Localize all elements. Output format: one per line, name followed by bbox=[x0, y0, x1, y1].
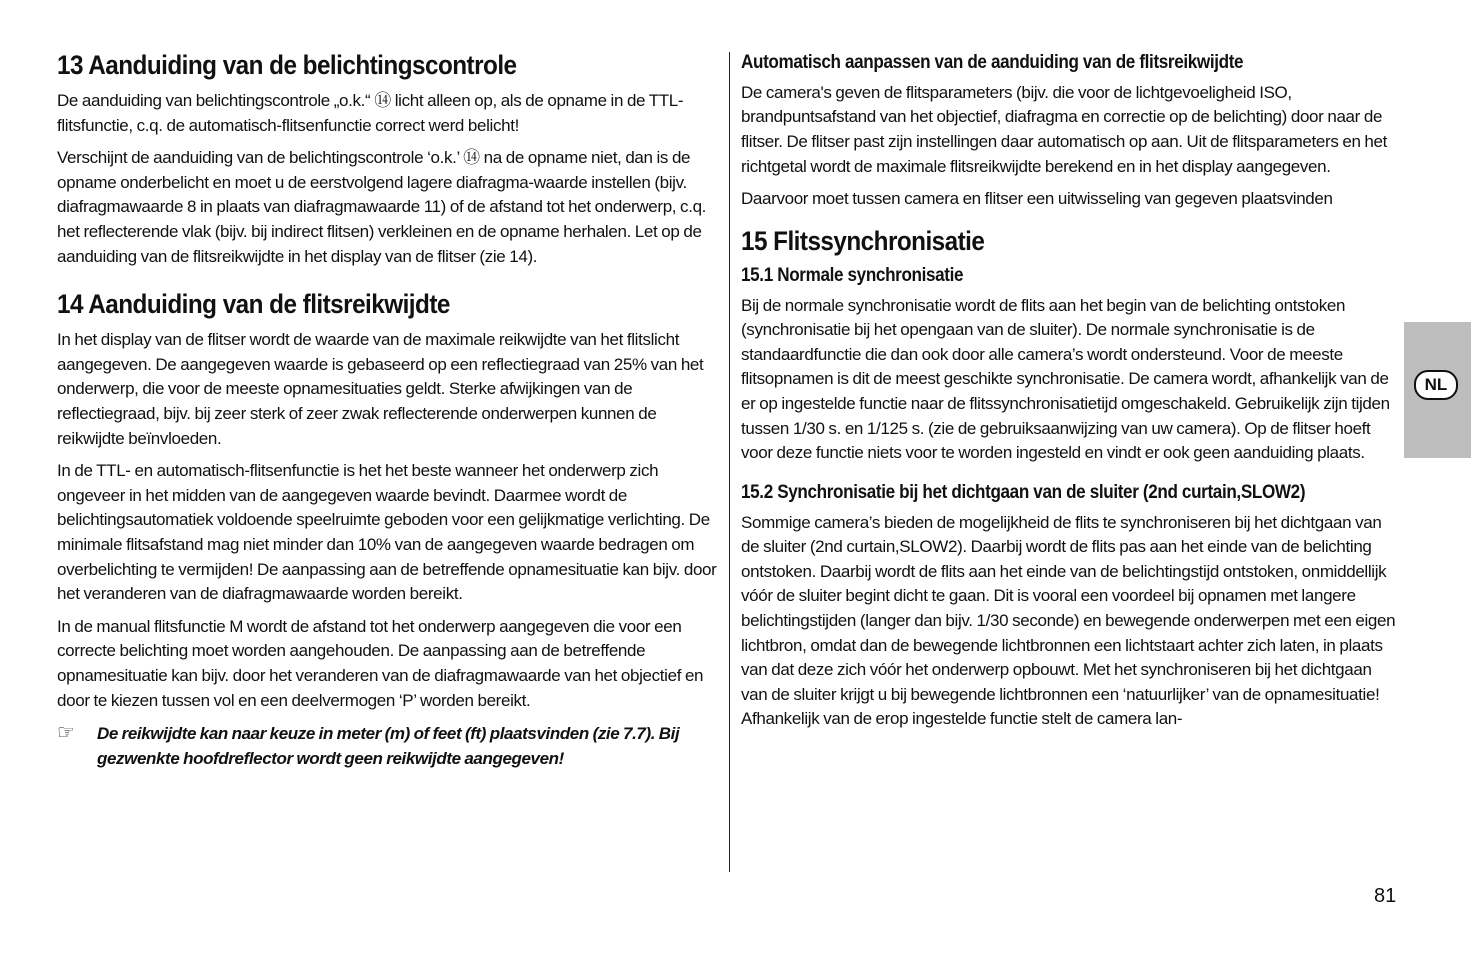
right-column bbox=[741, 50, 1401, 740]
section-13-title: 13 Aanduiding van de belichtingscontrole bbox=[57, 50, 517, 80]
subsection-15-2 bbox=[741, 482, 1401, 732]
column-divider bbox=[729, 52, 730, 872]
page-number: 81 bbox=[1374, 885, 1397, 907]
subsection-15-1 bbox=[741, 265, 1401, 466]
section-15 bbox=[741, 226, 1401, 732]
note-text: De reikwijdte kan naar keuze in meter (m) of feet (ft) plaatsvinden (zie 7.7). Bij gezwenkte hoofdreflector wordt geen reikwijdte aangegeven! bbox=[97, 724, 680, 769]
section-13-paragraph-2: Verschijnt de aanduiding van de belichtingscontrole ‘o.k.’ ⑭ na de opname niet, dan is de opname onderbelicht en moet u de eerstvolgend lagere diafragma-waarde instellen (bijv. diafragmawaarde 8 in plaats van diafragmawaarde 11) of de afstand tot het onderwerp, c.q. het reflecterende vlak (bijv. bij indirect flitsen) verkleinen en de opname herhalen. Let op de aanduiding van de flitsreikwijdte in het display van de flitser (zie 14). bbox=[57, 148, 707, 266]
left-column bbox=[57, 50, 721, 771]
subsection-15-2-title: 15.2 Synchronisatie bij het dichtgaan van de sluiter (2nd curtain,SLOW2) bbox=[741, 481, 1306, 503]
auto-range-paragraph-1: De camera's geven de flitsparameters (bijv. die voor de lichtgevoeligheid ISO, brandpuntsafstand van het objectief, diafragma en correctie op de belichting) door naar de flitser. De flitser past zijn instellingen daar automatisch op aan. Uit de flitsparameters en het richtgetal wordt de maximale flitsreikwijdte berekend en in het display aangegeven. bbox=[741, 82, 1388, 176]
auto-range-paragraph-2: Daarvoor moet tussen camera en flitser een uitwisseling van gegeven plaatsvinden bbox=[741, 189, 1333, 209]
section-14-paragraph-1: In het display van de flitser wordt de waarde van de maximale reikwijdte van het flitslicht aangegeven. De aangegeven waarde is gebaseerd op een reflectiegraad van 25% van het onderwerp, die voor de meeste opnamesituaties geldt. Sterke afwijkingen van de reflectiegraad, bijv. bij zeer sterk of zeer zwak reflecterende onderwerpen kunnen de reikwijdte beïnvloeden. bbox=[57, 330, 704, 448]
section-15-title: 15 Flitssynchronisatie bbox=[741, 225, 985, 256]
section-14 bbox=[57, 289, 721, 771]
section-14-paragraph-2: In de TTL- en automatisch-flitsenfunctie is het het beste wanneer het onderwerp zich ongeveer in het midden van de aangegeven waarde bevindt. Daarmee wordt de belichtingsautomatiek voldoende speelruimte geboden voor een gelijkmatige verlichting. De minimale flitsafstand mag niet minder dan 10% van de aangegeven waarde bedragen om overbelichting te vermijden! De aanpassing aan de betreffende opnamesituatie kan bijv. door het veranderen van de diafragmawaarde worden bereikt. bbox=[57, 461, 717, 604]
pointing-hand-icon: ☞ bbox=[57, 722, 75, 745]
subsection-15-1-title: 15.1 Normale synchronisatie bbox=[741, 264, 964, 286]
auto-range-section bbox=[741, 52, 1401, 212]
section-14-paragraph-3: In de manual flitsfunctie M wordt de afstand tot het onderwerp aangegeven die voor een correcte belichting moet worden aangehouden. De aanpassing aan de betreffende opnamesituatie kan bijv. door het veranderen van de diafragmawaarde van het objectief en door te kiezen tussen vol en een deelvermogen ‘P’ worden bereikt. bbox=[57, 616, 704, 710]
language-tab bbox=[1404, 322, 1471, 458]
section-13 bbox=[57, 50, 721, 269]
note-block bbox=[57, 721, 721, 771]
language-badge: NL bbox=[1414, 370, 1458, 400]
auto-range-title: Automatisch aanpassen van de aanduiding van de flitsreikwijdte bbox=[741, 52, 1244, 73]
section-14-title: 14 Aanduiding van de flitsreikwijdte bbox=[57, 289, 450, 320]
subsection-15-2-paragraph: Sommige camera’s bieden de mogelijkheid de flits te synchroniseren bij het dichtgaan van de sluiter (2nd curtain,SLOW2). Daarbij wordt de flits pas aan het einde van de belichting ontstoken. Daarbij wordt de flits aan het einde van de belichtingstijd ontstoken, onmiddellijk vóór de sluiter begint dicht te gaan. Dit is vooral een voordeel bij opnamen met langere belichtingstijden (langer dan bijv. 1/30 seconde) en bewegende onderwerpen met een eigen lichtbron, omdat dan de bewegende lichtbronnen een lichtstaart achter zich laten, in plaats van dat deze zich vóór het onderwerp opbouwt. Met het synchroniseren bij het dichtgaan van de sluiter krijgt u bij bewegende lichtbronnen een ‘natuurlijker’ van de opnamesituatie! Afhankelijk van de erop ingestelde functie stelt de camera lan- bbox=[741, 512, 1396, 729]
subsection-15-1-paragraph: Bij de normale synchronisatie wordt de flits aan het begin van de belichting ontstoken (synchronisatie bij het opengaan van de sluiter). De normale synchronisatie is de standaardfunctie die dan ook door alle camera’s wordt ondersteund. Voor de meeste flitsopnamen is dit de meest geschikte synchronisatie. De camera wordt, afhankelijk van de er op ingestelde functie naar de flitssynchronisatietijd omgeschakeld. Gebruikelijk zijn tijden tussen 1/30 s. en 1/125 s. (zie de gebruiksaanwijzing van uw camera). Op de flitser hoeft voor deze functie niets voor te worden ingesteld en vindt er ook geen aanduiding plaats. bbox=[741, 295, 1390, 463]
section-13-paragraph-1: De aanduiding van belichtingscontrole „o.k.“ ⑭ licht alleen op, als de opname in de TTL-flitsfunctie, c.q. de automatisch-flitsenfunctie correct werd belicht! bbox=[57, 91, 684, 135]
